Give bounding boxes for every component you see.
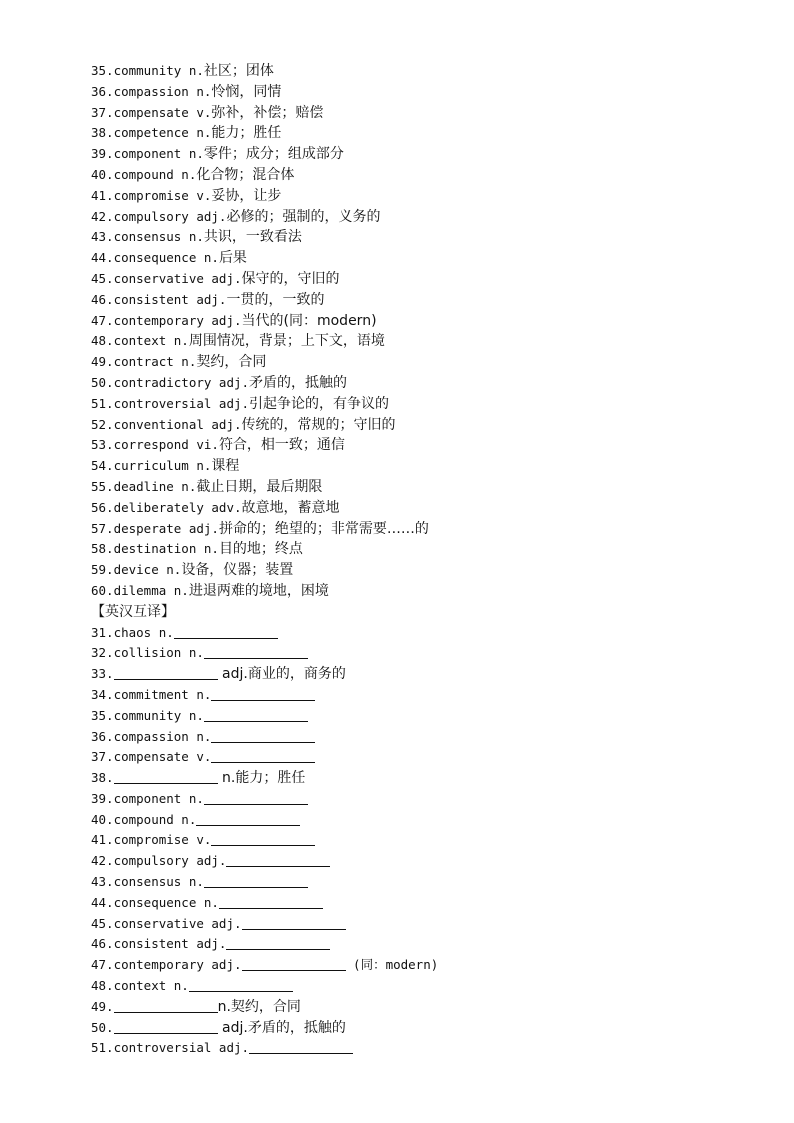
- exercise-number: 46.: [91, 936, 114, 952]
- chinese-meaning: 能力；胜任: [211, 125, 282, 142]
- exercise-number: 33.: [91, 666, 114, 682]
- chinese-meaning: 零件；成分；组成部分: [203, 146, 344, 163]
- vocab-entry: [91, 123, 751, 144]
- exercise-number: 50.: [91, 1019, 114, 1035]
- vocab-entry: [91, 144, 751, 165]
- english-word: deadline n.: [113, 478, 197, 494]
- vocab-entry: [91, 373, 751, 394]
- document-page: [91, 61, 751, 1059]
- chinese-meaning: 引起争论的，有争议的: [249, 395, 390, 412]
- vocab-entry: [91, 352, 751, 373]
- exercise-number: 34.: [91, 686, 114, 702]
- answer-blank[interactable]: [226, 852, 330, 867]
- entry-number: 40.: [91, 166, 114, 182]
- exercise-prompt: controversial adj.: [113, 1040, 250, 1056]
- exercise-number: 37.: [91, 749, 114, 765]
- chinese-meaning: 弥补，补偿；赔偿: [211, 104, 324, 121]
- entry-number: 36.: [91, 83, 114, 99]
- exercise-prompt: collision n.: [113, 645, 204, 661]
- entry-number: 49.: [91, 354, 114, 370]
- chinese-meaning: 故意地，蓄意地: [241, 499, 340, 516]
- exercise-number: 40.: [91, 811, 114, 827]
- answer-blank[interactable]: [211, 728, 315, 743]
- english-word: community n.: [113, 63, 204, 78]
- vocab-entry: [91, 519, 751, 540]
- vocab-entry: [91, 560, 751, 581]
- exercise-entry: [91, 706, 751, 727]
- exercise-entry: [91, 727, 751, 748]
- chinese-meaning: 保守的，守旧的: [241, 270, 340, 287]
- english-word: compulsory adj.: [113, 208, 227, 224]
- english-word: consistent adj.: [113, 291, 227, 307]
- vocab-entry: [91, 498, 751, 519]
- entry-number: 42.: [91, 208, 114, 224]
- vocab-entry: [91, 290, 751, 311]
- exercise-entry: [91, 768, 751, 789]
- chinese-meaning: 当代的(同：modern): [241, 312, 377, 329]
- vocab-entry: [91, 311, 751, 332]
- chinese-meaning: 设备，仪器；装置: [181, 562, 294, 579]
- answer-blank[interactable]: [249, 1039, 353, 1054]
- chinese-meaning: 截止日期，最后期限: [196, 478, 323, 495]
- vocab-entry: [91, 539, 751, 560]
- chinese-meaning: 契约，合同: [196, 354, 267, 371]
- vocab-entry: [91, 477, 751, 498]
- answer-blank[interactable]: [219, 894, 323, 909]
- entry-number: 35.: [91, 63, 114, 78]
- exercise-entry: [91, 1018, 751, 1039]
- english-word: device n.: [113, 562, 182, 578]
- exercise-number: 43.: [91, 874, 114, 890]
- english-word: compensate v.: [113, 104, 212, 120]
- exercise-prompt: compound n.: [113, 811, 197, 827]
- answer-blank[interactable]: [174, 624, 278, 639]
- english-word: consequence n.: [113, 250, 219, 266]
- english-word: compound n.: [113, 166, 197, 182]
- exercise-number: 44.: [91, 894, 114, 910]
- answer-blank[interactable]: [204, 707, 308, 722]
- chinese-meaning: 妥协，让步: [211, 187, 282, 204]
- entry-number: 50.: [91, 374, 114, 390]
- vocab-entry: [91, 82, 751, 103]
- exercise-number: 45.: [91, 915, 114, 931]
- exercise-number: 48.: [91, 978, 114, 994]
- vocab-entry: [91, 103, 751, 124]
- entry-number: 44.: [91, 250, 114, 266]
- answer-blank[interactable]: [204, 790, 308, 805]
- answer-blank[interactable]: [211, 748, 315, 763]
- entry-number: 55.: [91, 478, 114, 494]
- exercise-prompt: adj.矛盾的，抵触的: [217, 1019, 346, 1036]
- english-word: consensus n.: [113, 229, 204, 245]
- entry-number: 37.: [91, 104, 114, 120]
- exercise-number: 42.: [91, 853, 114, 869]
- english-word: compassion n.: [113, 83, 212, 99]
- exercise-prompt: n.契约，合同: [217, 998, 301, 1015]
- exercise-entry: [91, 997, 751, 1018]
- exercise-prompt: compulsory adj.: [113, 853, 227, 869]
- entry-number: 43.: [91, 229, 114, 245]
- vocab-entry: [91, 186, 751, 207]
- exercise-entry: [91, 685, 751, 706]
- exercise-entry: [91, 1038, 751, 1059]
- exercise-number: 35.: [91, 707, 114, 723]
- english-word: desperate adj.: [113, 520, 219, 536]
- exercise-prompt: community n.: [113, 707, 204, 723]
- english-word: dilemma n.: [113, 582, 189, 598]
- exercise-entry: [91, 810, 751, 831]
- exercise-prompt: conservative adj.: [113, 915, 242, 931]
- answer-blank[interactable]: [196, 811, 300, 826]
- english-word: deliberately adv.: [113, 499, 242, 515]
- exercise-prompt: adj.商业的，商务的: [217, 666, 346, 683]
- entry-number: 56.: [91, 499, 114, 515]
- entry-number: 60.: [91, 582, 114, 598]
- vocab-entry: [91, 227, 751, 248]
- chinese-meaning: 必修的；强制的，义务的: [226, 208, 381, 225]
- chinese-meaning: 怜悯，同情: [211, 83, 282, 100]
- answer-blank[interactable]: [204, 873, 308, 888]
- english-word: conventional adj.: [113, 416, 242, 432]
- entry-number: 38.: [91, 125, 114, 141]
- vocab-entry: [91, 415, 751, 436]
- answer-blank[interactable]: [189, 977, 293, 992]
- exercise-prompt: compromise v.: [113, 832, 212, 848]
- answer-blank[interactable]: [242, 956, 346, 971]
- english-word: curriculum n.: [113, 458, 212, 474]
- entry-number: 47.: [91, 312, 114, 328]
- exercise-number: 51.: [91, 1040, 114, 1056]
- entry-number: 57.: [91, 520, 114, 536]
- chinese-meaning: 社区；团体: [203, 63, 274, 79]
- exercise-number: 36.: [91, 728, 114, 744]
- entry-number: 46.: [91, 291, 114, 307]
- vocabulary-list: [91, 61, 751, 602]
- english-word: correspond vi.: [113, 437, 219, 453]
- exercise-prompt: commitment n.: [113, 686, 212, 702]
- chinese-meaning: 化合物；混合体: [196, 166, 295, 183]
- exercise-number: 41.: [91, 832, 114, 848]
- exercise-entry: [91, 830, 751, 851]
- exercise-prompt: compassion n.: [113, 728, 212, 744]
- chinese-meaning: 后果: [218, 250, 247, 267]
- english-word: compromise v.: [113, 187, 212, 203]
- chinese-meaning: 一贯的，一致的: [226, 291, 325, 308]
- exercise-prompt: n.能力；胜任: [217, 770, 306, 787]
- answer-blank[interactable]: [226, 935, 330, 950]
- exercise-number: 39.: [91, 790, 114, 806]
- exercise-prompt: compensate v.: [113, 749, 212, 765]
- chinese-meaning: 拼命的；绝望的；非常需要……的: [218, 520, 429, 537]
- vocab-entry: [91, 269, 751, 290]
- exercise-number: 32.: [91, 645, 114, 661]
- vocab-entry: [91, 165, 751, 186]
- exercise-entry: [91, 747, 751, 768]
- english-word: controversial adj.: [113, 395, 250, 411]
- entry-number: 45.: [91, 270, 114, 286]
- english-word: component n.: [113, 146, 204, 162]
- exercise-entry: [91, 872, 751, 893]
- exercise-prompt: chaos n.: [113, 624, 174, 640]
- vocab-entry: [91, 456, 751, 477]
- exercise-entry: [91, 851, 751, 872]
- vocab-entry: [91, 435, 751, 456]
- exercise-entry: [91, 934, 751, 955]
- entry-number: 54.: [91, 458, 114, 474]
- exercise-prompt: component n.: [113, 790, 204, 806]
- chinese-meaning: 共识，一致看法: [203, 229, 302, 246]
- answer-blank[interactable]: [242, 915, 346, 930]
- exercise-number: 38.: [91, 770, 114, 786]
- exercise-entry: [91, 893, 751, 914]
- exercise-prompt: consistent adj.: [113, 936, 227, 952]
- exercise-note: (同：modern): [345, 957, 439, 973]
- english-word: contemporary adj.: [113, 312, 242, 328]
- answer-blank[interactable]: [114, 998, 218, 1013]
- answer-blank[interactable]: [114, 1019, 218, 1034]
- exercise-prompt: consensus n.: [113, 874, 204, 890]
- exercise-entry: [91, 914, 751, 935]
- exercise-entry: [91, 976, 751, 997]
- exercise-prompt: consequence n.: [113, 894, 219, 910]
- chinese-meaning: 进退两难的境地，困境: [188, 582, 329, 599]
- chinese-meaning: 课程: [211, 458, 240, 475]
- entry-number: 58.: [91, 541, 114, 557]
- vocab-entry: [91, 248, 751, 269]
- exercise-number: 49.: [91, 998, 114, 1014]
- exercise-entry: [91, 643, 751, 664]
- exercise-prompt: contemporary adj.: [113, 957, 242, 973]
- entry-number: 41.: [91, 187, 114, 203]
- entry-number: 52.: [91, 416, 114, 432]
- vocab-entry: [91, 331, 751, 352]
- english-word: context n.: [113, 333, 189, 349]
- exercise-entry: [91, 623, 751, 644]
- chinese-meaning: 周围情况，背景；上下文，语境: [188, 333, 385, 350]
- exercise-entry: [91, 664, 751, 685]
- english-word: contradictory adj.: [113, 374, 250, 390]
- exercise-prompt: context n.: [113, 978, 189, 994]
- answer-blank[interactable]: [211, 831, 315, 846]
- answer-blank[interactable]: [211, 686, 315, 701]
- english-word: competence n.: [113, 125, 212, 141]
- exercise-entry: [91, 955, 751, 976]
- vocab-entry: [91, 394, 751, 415]
- entry-number: 48.: [91, 333, 114, 349]
- section-header: 【英汉互译】: [91, 603, 175, 620]
- exercise-list: [91, 623, 751, 1060]
- english-word: conservative adj.: [113, 270, 242, 286]
- answer-blank[interactable]: [114, 769, 218, 784]
- chinese-meaning: 符合，相一致；通信: [218, 437, 345, 454]
- vocab-entry: [91, 61, 751, 82]
- chinese-meaning: 目的地；终点: [218, 541, 303, 558]
- chinese-meaning: 矛盾的，抵触的: [249, 374, 348, 391]
- entry-number: 51.: [91, 395, 114, 411]
- english-word: destination n.: [113, 541, 219, 557]
- entry-number: 39.: [91, 146, 114, 162]
- exercise-number: 31.: [91, 624, 114, 640]
- vocab-entry: [91, 207, 751, 228]
- english-word: contract n.: [113, 354, 197, 370]
- answer-blank[interactable]: [204, 644, 308, 659]
- vocab-entry: [91, 581, 751, 602]
- chinese-meaning: 传统的，常规的；守旧的: [241, 416, 396, 433]
- exercise-number: 47.: [91, 957, 114, 973]
- answer-blank[interactable]: [114, 665, 218, 680]
- entry-number: 59.: [91, 562, 114, 578]
- entry-number: 53.: [91, 437, 114, 453]
- exercise-entry: [91, 789, 751, 810]
